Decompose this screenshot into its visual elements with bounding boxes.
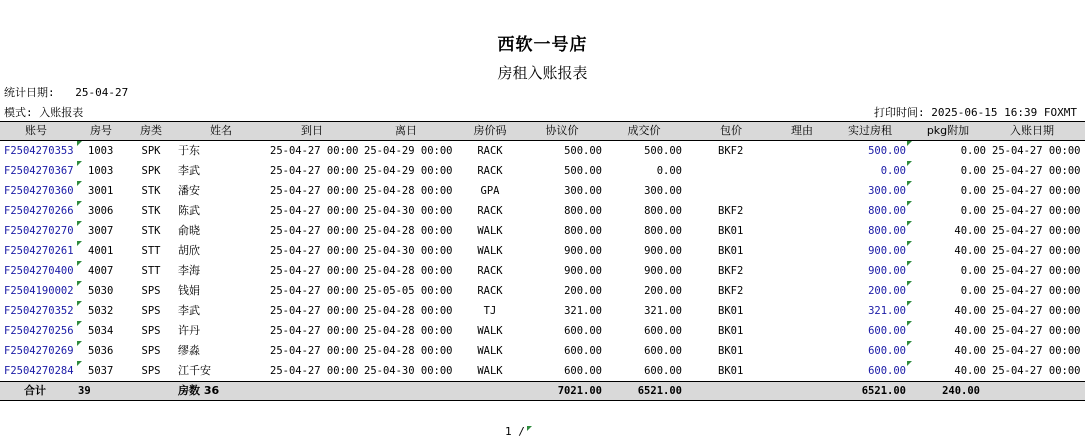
- cell-name: 于东: [178, 144, 200, 157]
- cell-room: 5034: [88, 325, 114, 337]
- col-account: 账号: [25, 124, 47, 137]
- cell-room-type: STT: [141, 245, 161, 257]
- cell-room: 5030: [88, 285, 114, 297]
- cell-package: BKF2: [718, 265, 744, 277]
- col-departure: 离日: [395, 124, 417, 137]
- cell-arrival: 25-04-27 00:00: [270, 165, 359, 177]
- cell-post-date: 25-04-27 00:00: [992, 225, 1081, 237]
- print-time: 打印时间: 2025-06-15 16:39 FOXMT: [874, 106, 1077, 119]
- cell-departure: 25-04-28 00:00: [364, 225, 453, 237]
- cell-agreed-price: 300.00: [564, 185, 602, 197]
- table-row: [0, 321, 1085, 341]
- cell-arrival: 25-04-27 00:00: [270, 145, 359, 157]
- cell-account[interactable]: F2504190002: [4, 281, 76, 301]
- table-row: [0, 341, 1085, 361]
- cell-actual-rent: 600.00: [830, 321, 906, 341]
- cell-pkg-extra: 40.00: [954, 305, 986, 317]
- cell-post-date: 25-04-27 00:00: [992, 305, 1081, 317]
- cell-name: 缪淼: [178, 344, 200, 357]
- cell-actual-rent: 900.00: [830, 241, 906, 261]
- cell-room: 3006: [88, 205, 114, 217]
- cell-post-date: 25-04-27 00:00: [992, 365, 1081, 377]
- col-name: 姓名: [210, 124, 232, 137]
- cell-agreed-price: 800.00: [564, 225, 602, 237]
- cell-name: 许丹: [178, 324, 200, 337]
- cell-pkg-extra: 0.00: [960, 265, 986, 277]
- cell-departure: 25-05-05 00:00: [364, 285, 453, 297]
- cell-deal-price: 600.00: [644, 345, 682, 357]
- col-room: 房号: [90, 124, 112, 137]
- cell-post-date: 25-04-27 00:00: [992, 285, 1081, 297]
- cell-account[interactable]: F2504270284: [4, 361, 76, 381]
- cell-room: 5032: [88, 305, 114, 317]
- cell-account[interactable]: F2504270353: [4, 141, 76, 161]
- cell-room-type: STK: [141, 205, 161, 217]
- totals-agreed: 7021.00: [557, 385, 602, 397]
- page-footer: [505, 425, 533, 438]
- cell-room-type: SPS: [141, 345, 161, 357]
- cell-room-type: STK: [141, 225, 161, 237]
- cell-name: 李武: [178, 164, 200, 177]
- cell-rate-code: RACK: [477, 285, 503, 297]
- cell-arrival: 25-04-27 00:00: [270, 225, 359, 237]
- cell-package: BK01: [718, 225, 744, 237]
- cell-actual-rent: 600.00: [830, 341, 906, 361]
- cell-deal-price: 900.00: [644, 245, 682, 257]
- cell-rate-code: WALK: [477, 245, 503, 257]
- cell-pkg-extra: 40.00: [954, 245, 986, 257]
- cell-agreed-price: 600.00: [564, 345, 602, 357]
- cell-arrival: 25-04-27 00:00: [270, 345, 359, 357]
- cell-deal-price: 800.00: [644, 225, 682, 237]
- cell-package: BK01: [718, 365, 744, 377]
- table-row: [0, 241, 1085, 261]
- cell-post-date: 25-04-27 00:00: [992, 145, 1081, 157]
- cell-agreed-price: 500.00: [564, 145, 602, 157]
- cell-arrival: 25-04-27 00:00: [270, 245, 359, 257]
- col-pkg-extra: pkg附加: [926, 124, 970, 137]
- cell-rate-code: GPA: [480, 185, 500, 197]
- cell-package: BK01: [718, 325, 744, 337]
- cell-rate-code: WALK: [477, 345, 503, 357]
- cell-actual-rent: 800.00: [830, 201, 906, 221]
- col-rate-code: 房价码: [473, 124, 507, 137]
- cell-post-date: 25-04-27 00:00: [992, 265, 1081, 277]
- cell-pkg-extra: 40.00: [954, 325, 986, 337]
- col-package: 包价: [720, 124, 742, 137]
- cell-account[interactable]: F2504270352: [4, 301, 76, 321]
- cell-arrival: 25-04-27 00:00: [270, 305, 359, 317]
- cell-rate-code: WALK: [477, 325, 503, 337]
- cell-pkg-extra: 40.00: [954, 365, 986, 377]
- cell-name: 钱娟: [178, 284, 200, 297]
- col-room-type: 房类: [140, 124, 162, 137]
- cell-package: BKF2: [718, 145, 744, 157]
- cell-account[interactable]: F2504270270: [4, 221, 76, 241]
- table-row: [0, 281, 1085, 301]
- cell-deal-price: 600.00: [644, 325, 682, 337]
- cell-package: BK01: [718, 305, 744, 317]
- cell-departure: 25-04-29 00:00: [364, 165, 453, 177]
- cell-actual-rent: 300.00: [830, 181, 906, 201]
- cell-departure: 25-04-29 00:00: [364, 145, 453, 157]
- cell-room-type: STK: [141, 185, 161, 197]
- cell-arrival: 25-04-27 00:00: [270, 205, 359, 217]
- cell-deal-price: 900.00: [644, 265, 682, 277]
- cell-actual-rent: 200.00: [830, 281, 906, 301]
- cell-room-type: SPK: [141, 145, 161, 157]
- cell-room-type: SPS: [141, 305, 161, 317]
- col-post-date: 入账日期: [1010, 124, 1054, 137]
- cell-rate-code: RACK: [477, 205, 503, 217]
- totals-rooms: 房数 36: [178, 384, 220, 397]
- cell-agreed-price: 200.00: [564, 285, 602, 297]
- cell-pkg-extra: 0.00: [960, 165, 986, 177]
- cell-departure: 25-04-30 00:00: [364, 205, 453, 217]
- cell-departure: 25-04-28 00:00: [364, 305, 453, 317]
- cell-actual-rent: 800.00: [830, 221, 906, 241]
- cell-deal-price: 0.00: [656, 165, 682, 177]
- col-agreed-price: 协议价: [545, 124, 579, 137]
- cell-pkg-extra: 40.00: [954, 345, 986, 357]
- cell-room: 4001: [88, 245, 114, 257]
- cell-departure: 25-04-30 00:00: [364, 245, 453, 257]
- cell-agreed-price: 600.00: [564, 365, 602, 377]
- cell-package: BKF2: [718, 285, 744, 297]
- cell-agreed-price: 500.00: [564, 165, 602, 177]
- cell-room: 5036: [88, 345, 114, 357]
- cell-room-type: STT: [141, 265, 161, 277]
- cell-room-type: SPS: [141, 285, 161, 297]
- report-subtitle: 房租入账报表: [497, 64, 588, 82]
- cell-departure: 25-04-28 00:00: [364, 345, 453, 357]
- cell-post-date: 25-04-27 00:00: [992, 185, 1081, 197]
- cell-package: BK01: [718, 345, 744, 357]
- cell-account[interactable]: F2504270269: [4, 341, 76, 361]
- cell-arrival: 25-04-27 00:00: [270, 365, 359, 377]
- cell-agreed-price: 600.00: [564, 325, 602, 337]
- cell-room-type: SPS: [141, 325, 161, 337]
- cell-post-date: 25-04-27 00:00: [992, 345, 1081, 357]
- totals-pkg: 240.00: [942, 385, 980, 397]
- stat-date-value: 25-04-27: [75, 86, 129, 99]
- cell-rate-code: RACK: [477, 145, 503, 157]
- totals-count: 39: [78, 385, 91, 397]
- cell-actual-rent: 321.00: [830, 301, 906, 321]
- report-table: [0, 121, 1085, 401]
- cell-agreed-price: 321.00: [564, 305, 602, 317]
- stat-date-label: 统计日期:: [4, 86, 55, 99]
- cell-rate-code: RACK: [477, 165, 503, 177]
- cell-deal-price: 500.00: [644, 145, 682, 157]
- cell-rate-code: WALK: [477, 225, 503, 237]
- cell-actual-rent: 500.00: [830, 141, 906, 161]
- cell-agreed-price: 800.00: [564, 205, 602, 217]
- table-row: [0, 261, 1085, 281]
- col-deal-price: 成交价: [627, 124, 661, 137]
- cell-room: 3007: [88, 225, 114, 237]
- page-number: 1 /: [505, 425, 525, 438]
- cell-post-date: 25-04-27 00:00: [992, 165, 1081, 177]
- table-row: [0, 201, 1085, 221]
- cell-name: 江千安: [178, 364, 211, 377]
- cell-post-date: 25-04-27 00:00: [992, 245, 1081, 257]
- cell-pkg-extra: 40.00: [954, 225, 986, 237]
- cell-post-date: 25-04-27 00:00: [992, 205, 1081, 217]
- cell-pkg-extra: 0.00: [960, 185, 986, 197]
- cell-pkg-extra: 0.00: [960, 145, 986, 157]
- cell-arrival: 25-04-27 00:00: [270, 185, 359, 197]
- cell-account[interactable]: F2504270266: [4, 201, 76, 221]
- cell-name: 潘安: [178, 184, 200, 197]
- cell-deal-price: 300.00: [644, 185, 682, 197]
- report-title: 西软一号店: [497, 35, 588, 55]
- table-row: [0, 361, 1085, 381]
- col-arrival: 到日: [301, 124, 323, 137]
- cell-post-date: 25-04-27 00:00: [992, 325, 1081, 337]
- table-row: [0, 161, 1085, 181]
- cell-name: 俞晓: [178, 224, 200, 237]
- cell-room: 1003: [88, 145, 114, 157]
- cell-deal-price: 321.00: [644, 305, 682, 317]
- cell-departure: 25-04-28 00:00: [364, 325, 453, 337]
- cell-departure: 25-04-28 00:00: [364, 265, 453, 277]
- cell-deal-price: 800.00: [644, 205, 682, 217]
- stat-date-line: [4, 84, 128, 100]
- cell-arrival: 25-04-27 00:00: [270, 325, 359, 337]
- cell-departure: 25-04-30 00:00: [364, 365, 453, 377]
- cell-agreed-price: 900.00: [564, 265, 602, 277]
- cell-room-type: SPS: [141, 365, 161, 377]
- cell-name: 陈武: [178, 204, 200, 217]
- cell-room-type: SPK: [141, 165, 161, 177]
- totals-row: [0, 381, 1085, 401]
- table-row: [0, 141, 1085, 161]
- col-actual-rent: 实过房租: [848, 124, 892, 137]
- cell-package: BK01: [718, 245, 744, 257]
- cell-pkg-extra: 0.00: [960, 205, 986, 217]
- cell-deal-price: 200.00: [644, 285, 682, 297]
- cell-room: 3001: [88, 185, 114, 197]
- cell-account[interactable]: F2504270256: [4, 321, 76, 341]
- cell-room: 5037: [88, 365, 114, 377]
- table-header: [0, 121, 1085, 141]
- cell-rate-code: WALK: [477, 365, 503, 377]
- mode-label: 模式: 入账报表: [4, 106, 84, 119]
- cell-account[interactable]: F2504270367: [4, 161, 76, 181]
- cell-room: 1003: [88, 165, 114, 177]
- totals-deal: 6521.00: [637, 385, 682, 397]
- cell-actual-rent: 600.00: [830, 361, 906, 381]
- cell-name: 胡欣: [178, 244, 200, 257]
- cell-agreed-price: 900.00: [564, 245, 602, 257]
- totals-actual: 6521.00: [861, 385, 906, 397]
- cell-deal-price: 600.00: [644, 365, 682, 377]
- cell-arrival: 25-04-27 00:00: [270, 265, 359, 277]
- cell-account[interactable]: F2504270400: [4, 261, 76, 281]
- cell-account[interactable]: F2504270261: [4, 241, 76, 261]
- cell-room: 4007: [88, 265, 114, 277]
- cell-name: 李武: [178, 304, 200, 317]
- cell-package: BKF2: [718, 205, 744, 217]
- cell-actual-rent: 900.00: [830, 261, 906, 281]
- table-row: [0, 181, 1085, 201]
- table-row: [0, 221, 1085, 241]
- table-row: [0, 301, 1085, 321]
- cell-rate-code: RACK: [477, 265, 503, 277]
- cell-arrival: 25-04-27 00:00: [270, 285, 359, 297]
- col-reason: 理由: [791, 124, 813, 137]
- cell-name: 李海: [178, 264, 200, 277]
- cell-account[interactable]: F2504270360: [4, 181, 76, 201]
- cell-departure: 25-04-28 00:00: [364, 185, 453, 197]
- totals-label: 合计: [24, 384, 46, 397]
- cell-pkg-extra: 0.00: [960, 285, 986, 297]
- cell-actual-rent: 0.00: [830, 161, 906, 181]
- cell-rate-code: TJ: [483, 305, 497, 317]
